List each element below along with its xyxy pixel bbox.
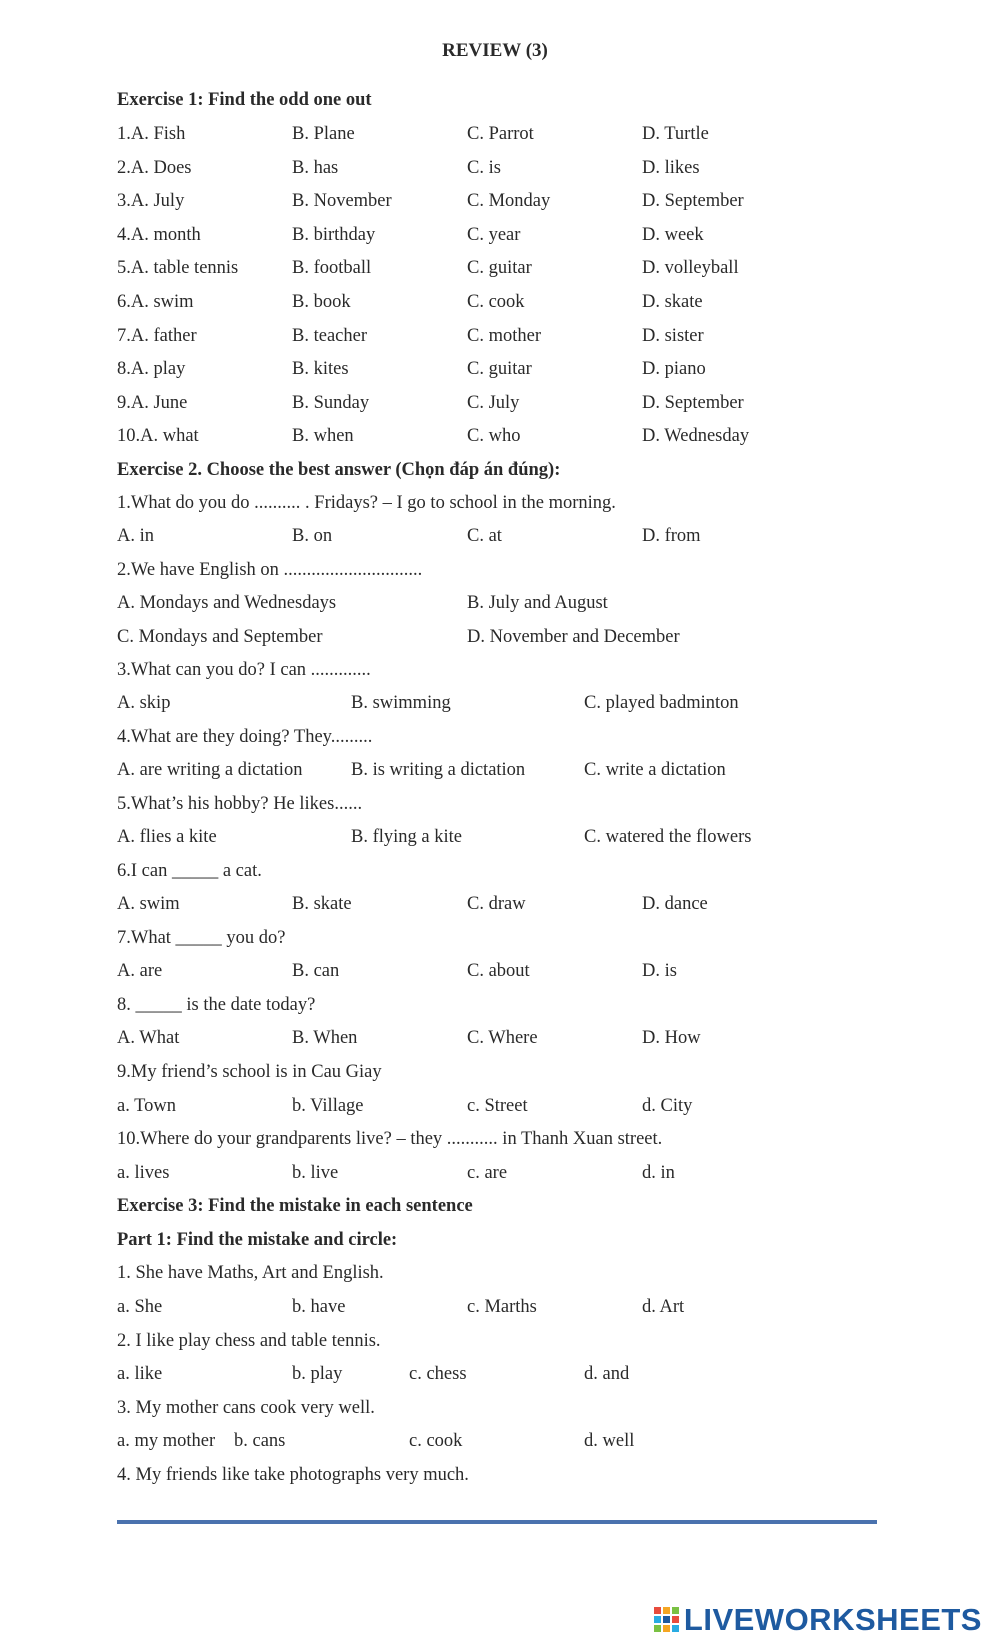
option[interactable]: B. flying a kite bbox=[351, 827, 462, 847]
exercise-2-heading: Exercise 2. Choose the best answer (Chọn đáp án đúng): bbox=[117, 460, 561, 480]
option[interactable]: 4.A. month bbox=[117, 224, 201, 245]
sentence-2: 2. I like play chess and table tennis. bbox=[117, 1331, 381, 1351]
option[interactable]: a. my mother bbox=[117, 1431, 216, 1451]
option[interactable]: a. Town bbox=[117, 1096, 176, 1116]
question-7: 7.What _____ you do? bbox=[117, 928, 286, 948]
option[interactable]: D. from bbox=[642, 526, 701, 546]
option[interactable]: c. cook bbox=[409, 1431, 463, 1451]
option[interactable]: B. November bbox=[292, 191, 392, 212]
question-9: 9.My friend’s school is in Cau Giay bbox=[117, 1062, 382, 1082]
option[interactable]: B. skate bbox=[292, 894, 352, 914]
option[interactable]: 5.A. table tennis bbox=[117, 258, 239, 279]
option[interactable]: b. Village bbox=[292, 1096, 364, 1116]
option[interactable]: B. July and August bbox=[467, 593, 608, 613]
option[interactable]: 7.A. father bbox=[117, 325, 197, 346]
option[interactable]: C. guitar bbox=[467, 258, 532, 279]
option[interactable]: c. chess bbox=[409, 1364, 467, 1384]
option[interactable]: B. can bbox=[292, 961, 340, 981]
option[interactable]: C. guitar bbox=[467, 359, 532, 380]
sentence-3: 3. My mother cans cook very well. bbox=[117, 1398, 375, 1418]
option[interactable]: d. City bbox=[642, 1096, 693, 1116]
option[interactable]: b. cans bbox=[234, 1431, 286, 1451]
option[interactable]: B. football bbox=[292, 258, 372, 279]
question-3: 3.What can you do? I can ............. bbox=[117, 660, 371, 680]
question-1: 1.What do you do .......... . Fridays? – I go to school in the morning. bbox=[117, 493, 616, 513]
question-10: 10.Where do your grandparents live? – they ........... in Thanh Xuan street. bbox=[117, 1129, 663, 1149]
footer-divider bbox=[117, 1520, 877, 1524]
option[interactable]: b. play bbox=[292, 1364, 343, 1384]
option[interactable]: a. like bbox=[117, 1364, 163, 1384]
option[interactable]: D. likes bbox=[642, 157, 700, 178]
option[interactable]: 10.A. what bbox=[117, 426, 199, 447]
option[interactable]: D. September bbox=[642, 392, 744, 413]
option[interactable]: C. watered the flowers bbox=[584, 827, 752, 847]
option[interactable]: c. Street bbox=[467, 1096, 528, 1116]
option[interactable]: D. skate bbox=[642, 292, 703, 312]
liveworksheets-icon bbox=[654, 1607, 680, 1633]
option[interactable]: C. at bbox=[467, 526, 502, 546]
option[interactable]: D. Wednesday bbox=[642, 426, 750, 447]
question-6: 6.I can _____ a cat. bbox=[117, 861, 262, 881]
option[interactable]: b. live bbox=[292, 1163, 339, 1183]
option[interactable]: D. September bbox=[642, 191, 744, 212]
option[interactable]: B. book bbox=[292, 292, 351, 312]
option[interactable]: D. dance bbox=[642, 894, 708, 914]
option[interactable]: 9.A. June bbox=[117, 392, 188, 413]
option[interactable]: 1.A. Fish bbox=[117, 124, 186, 144]
option[interactable]: d. Art bbox=[642, 1297, 685, 1317]
option[interactable]: D. week bbox=[642, 224, 704, 245]
option[interactable]: 2.A. Does bbox=[117, 157, 192, 178]
question-8: 8. _____ is the date today? bbox=[117, 995, 316, 1015]
option[interactable]: C. mother bbox=[467, 325, 541, 346]
exercise-3-heading: Exercise 3: Find the mistake in each sentence bbox=[117, 1196, 473, 1216]
option[interactable]: D. Turtle bbox=[642, 124, 709, 144]
option[interactable]: c. Marths bbox=[467, 1297, 537, 1317]
brand-name: LIVEWORKSHEETS bbox=[683, 1602, 982, 1637]
sentence-4: 4. My friends like take photographs very much. bbox=[117, 1465, 469, 1485]
option[interactable]: A. in bbox=[117, 526, 154, 546]
option[interactable]: 6.A. swim bbox=[117, 292, 194, 312]
option[interactable]: B. swimming bbox=[351, 693, 451, 713]
option[interactable]: C. is bbox=[467, 157, 501, 178]
option[interactable]: B. Sunday bbox=[292, 392, 370, 413]
page-title: REVIEW (3) bbox=[442, 40, 548, 61]
option[interactable]: d. and bbox=[584, 1364, 630, 1384]
option[interactable]: a. lives bbox=[117, 1163, 170, 1183]
option[interactable]: C. Where bbox=[467, 1028, 538, 1048]
option[interactable]: 8.A. play bbox=[117, 359, 186, 380]
option[interactable]: C. Parrot bbox=[467, 124, 534, 144]
option[interactable]: B. birthday bbox=[292, 224, 376, 245]
option[interactable]: C. July bbox=[467, 392, 520, 413]
option[interactable]: d. in bbox=[642, 1163, 675, 1183]
exercise-1-heading: Exercise 1: Find the odd one out bbox=[117, 90, 372, 110]
sentence-1: 1. She have Maths, Art and English. bbox=[117, 1263, 384, 1283]
option[interactable]: C. about bbox=[467, 961, 530, 981]
option[interactable]: A. What bbox=[117, 1028, 180, 1048]
option[interactable]: B. teacher bbox=[292, 325, 367, 346]
question-4: 4.What are they doing? They......... bbox=[117, 727, 373, 747]
option[interactable]: A. flies a kite bbox=[117, 827, 217, 847]
option[interactable]: C. draw bbox=[467, 894, 526, 914]
option[interactable]: d. well bbox=[584, 1431, 635, 1451]
option[interactable]: B. When bbox=[292, 1028, 358, 1048]
question-5: 5.What’s his hobby? He likes...... bbox=[117, 794, 363, 814]
option[interactable]: A. swim bbox=[117, 894, 180, 914]
option[interactable]: C. played badminton bbox=[584, 693, 739, 713]
option[interactable]: B. when bbox=[292, 426, 354, 447]
option[interactable]: D. How bbox=[642, 1028, 701, 1048]
option[interactable]: D. sister bbox=[642, 325, 704, 346]
option[interactable]: C. who bbox=[467, 426, 521, 447]
option[interactable]: A. Mondays and Wednesdays bbox=[117, 593, 337, 613]
option[interactable]: C. cook bbox=[467, 292, 525, 312]
option[interactable]: c. are bbox=[467, 1163, 508, 1183]
option[interactable]: A. skip bbox=[117, 693, 171, 713]
part-1-heading: Part 1: Find the mistake and circle: bbox=[117, 1230, 398, 1250]
option[interactable]: C. write a dictation bbox=[584, 760, 726, 780]
option[interactable]: A. are bbox=[117, 961, 163, 981]
brand-logo[interactable] bbox=[654, 1603, 982, 1637]
question-2: 2.We have English on .............................. bbox=[117, 560, 423, 580]
option[interactable]: A. are writing a dictation bbox=[117, 760, 303, 780]
option[interactable]: B. Plane bbox=[292, 124, 355, 144]
option[interactable]: D. is bbox=[642, 961, 677, 981]
option[interactable]: D. volleyball bbox=[642, 258, 739, 279]
option[interactable]: B. is writing a dictation bbox=[351, 760, 526, 780]
option[interactable]: B. on bbox=[292, 526, 333, 546]
option[interactable]: D. piano bbox=[642, 359, 706, 380]
option[interactable]: D. November and December bbox=[467, 627, 680, 647]
option[interactable]: b. have bbox=[292, 1297, 346, 1317]
option[interactable]: 3.A. July bbox=[117, 191, 185, 212]
option[interactable]: a. She bbox=[117, 1297, 163, 1317]
option[interactable]: C. Mondays and September bbox=[117, 627, 323, 647]
option[interactable]: C. Monday bbox=[467, 191, 551, 212]
option[interactable]: B. has bbox=[292, 157, 339, 178]
option[interactable]: B. kites bbox=[292, 359, 349, 380]
option[interactable]: C. year bbox=[467, 224, 521, 245]
